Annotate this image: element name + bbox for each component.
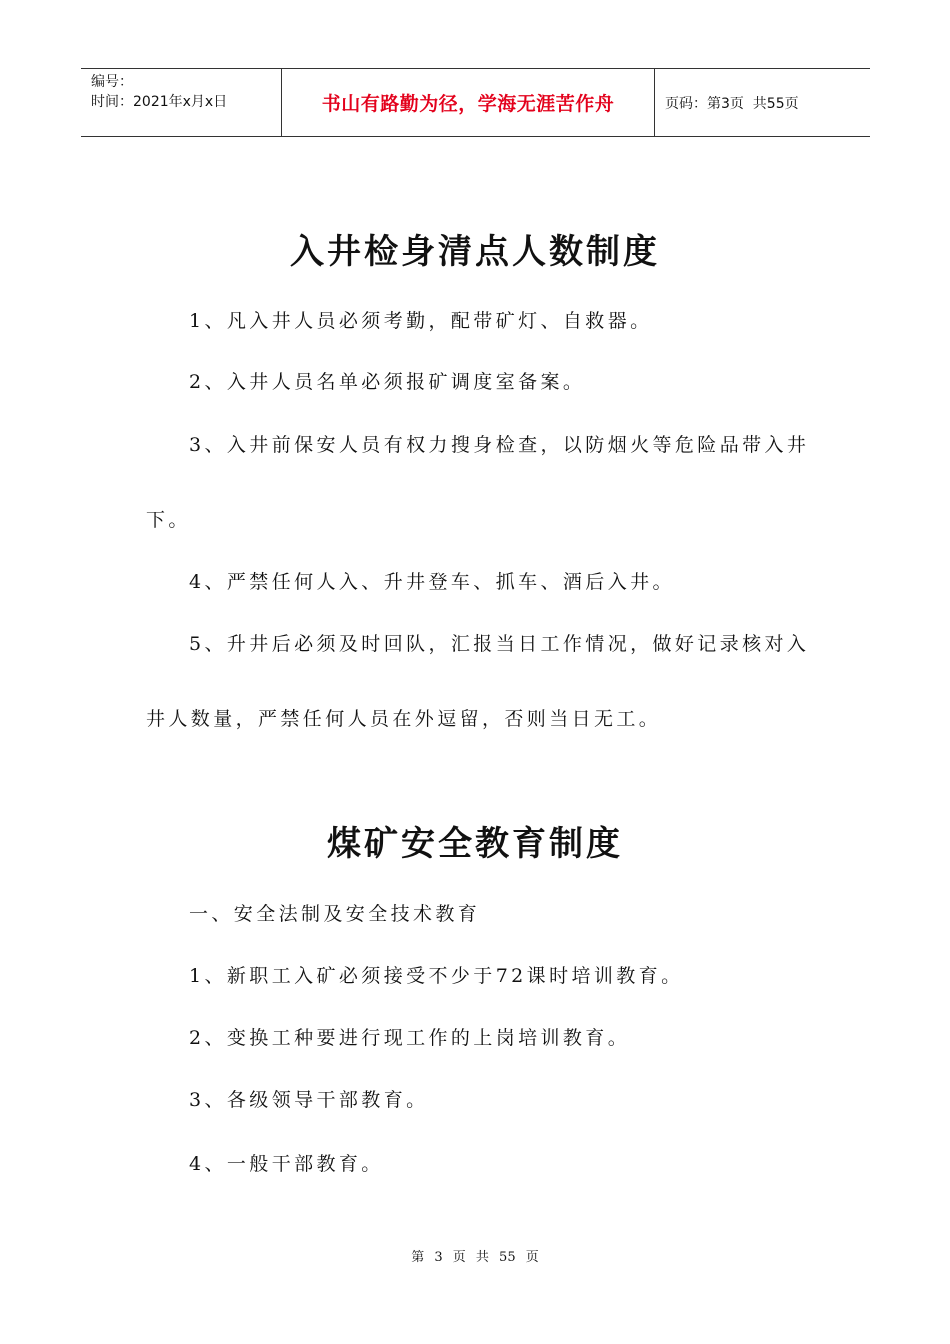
paragraph: 3、入井前保安人员有权力搜身检查，以防烟火等危险品带入井 (189, 434, 810, 456)
header-page-label: 页码：第3页 共55页 (665, 95, 799, 112)
page-footer: 第 3 页 共 55 页 (411, 1250, 539, 1265)
header-meta-cell (81, 69, 282, 136)
paragraph: 3、各级领导干部教育。 (189, 1089, 429, 1111)
paragraph: 4、一般干部教育。 (189, 1153, 384, 1175)
paragraph: 井人数量，严禁任何人员在外逗留，否则当日无工。 (146, 708, 662, 730)
paragraph: 2、变换工种要进行现工作的上岗培训教育。 (189, 1027, 631, 1049)
paragraph: 下。 (146, 509, 191, 531)
section-title-inspection: 入井检身清点人数制度 (290, 232, 660, 272)
header-page-cell (655, 69, 870, 136)
header-table (81, 68, 870, 137)
paragraph: 一、安全法制及安全技术教育 (189, 903, 481, 925)
document-number-label: 编号： (91, 74, 133, 90)
header-motto: 书山有路勤为径，学海无涯苦作舟 (282, 69, 655, 136)
document-date-label: 时间：2021年x月x日 (91, 94, 228, 110)
paragraph: 1、凡入井人员必须考勤，配带矿灯、自救器。 (189, 310, 653, 332)
paragraph: 2、入井人员名单必须报矿调度室备案。 (189, 371, 586, 393)
section-title-education: 煤矿安全教育制度 (327, 824, 623, 864)
paragraph: 4、严禁任何人入、升井登车、抓车、酒后入井。 (189, 571, 675, 593)
paragraph: 1、新职工入矿必须接受不少于72课时培训教育。 (189, 965, 684, 987)
paragraph: 5、升井后必须及时回队，汇报当日工作情况，做好记录核对入 (189, 633, 810, 655)
